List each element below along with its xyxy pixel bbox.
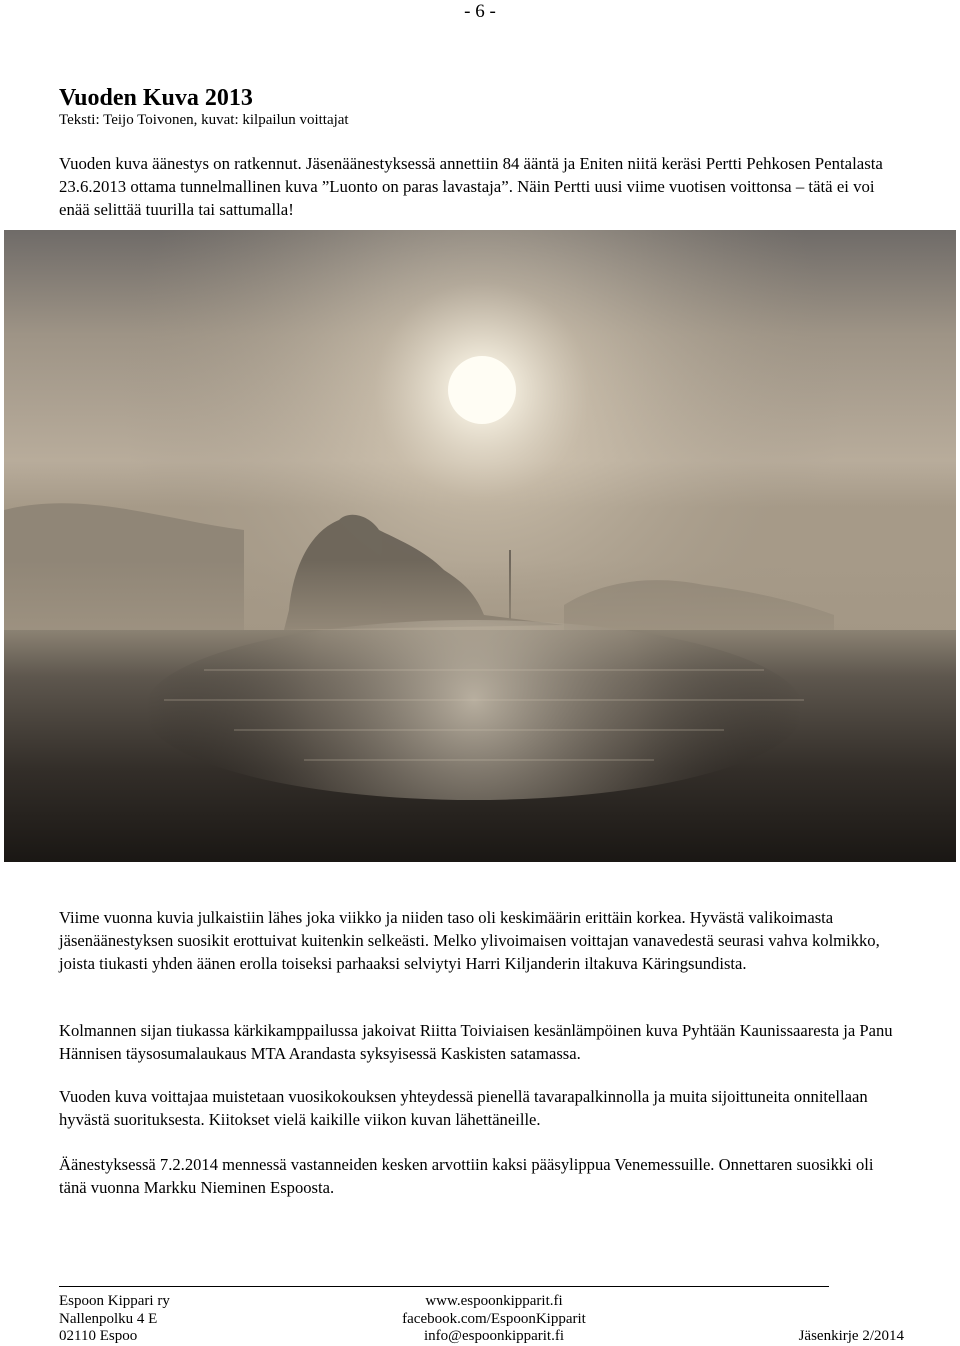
page-number: - 6 -	[464, 1, 496, 22]
body-paragraph: Vuoden kuva voittajaa muistetaan vuosikokouksen yhteydessä pienellä tavarapalkinnolla ja muita sijoittuneita onnitellaan hyvästä suorituksesta. Kiitokset vielä kaikille viikon kuvan lähettäneille.	[59, 1087, 868, 1129]
body-paragraph: Viime vuonna kuvia julkaistiin lähes joka viikko ja niiden taso oli keskimäärin erittäin korkea. Hyvästä valikoimasta jäsenäänestyksen suosikit erottuivat kuitenkin selkeästi. Melko ylivoimaisen voittajan vanavedestä seurasi vahva kolmikko, joista tiukasti yhden äänen erolla toiseksi parhaaksi selviytyi Harri Kiljanderin iltakuva Käringsundista.	[59, 908, 880, 973]
intro-paragraph: Vuoden kuva äänestys on ratkennut. Jäsenäänestyksessä annettiin 84 ääntä ja Eniten niitä keräsi Pertti Pehkosen Pentalasta 23.6.2013 ottama tunnelmallinen kuva ”Luonto on paras lavastaja”. Näin Pertti uusi viime vuotisen voittonsa – tätä ei voi enää selittää tuurilla tai sattumalla!	[59, 154, 883, 219]
photo-sun	[448, 356, 516, 424]
footer-org-name: Espoon Kippari ry	[59, 1293, 170, 1309]
footer-address	[59, 1293, 170, 1346]
footer-email-link[interactable]: info@espoonkipparit.fi	[423, 1328, 565, 1344]
article-byline: Teksti: Teijo Toivonen, kuvat: kilpailun voittajat	[59, 112, 349, 128]
footer-website-link[interactable]: www.espoonkipparit.fi	[425, 1293, 563, 1309]
footer-issue	[799, 1293, 904, 1346]
footer-facebook-link[interactable]: facebook.com/EspoonKipparit	[402, 1310, 586, 1327]
body-paragraph: Äänestyksessä 7.2.2014 mennessä vastanneiden kesken arvottiin kaksi pääsylippua Venemessuille. Onnettaren suosikki oli tänä vuonna Markku Nieminen Espoosta.	[59, 1155, 874, 1197]
footer-contact	[384, 1293, 604, 1346]
footer-street: Nallenpolku 4 E	[59, 1310, 158, 1327]
article-title: Vuoden Kuva 2013	[59, 85, 253, 111]
footer-issue-label: Jäsenkirje 2/2014	[798, 1328, 904, 1344]
winning-photo	[4, 230, 956, 862]
body-paragraph: Kolmannen sijan tiukassa kärkikamppailussa jakoivat Riitta Toiviaisen kesänlämpöinen kuva Pyhtään Kaunissaaresta ja Panu Hännisen täysosumalaukaus MTA Arandasta syksyisessä Kaskisten satamassa.	[59, 1021, 893, 1063]
footer-divider	[59, 1286, 829, 1287]
footer-postcode: 02110 Espoo	[59, 1328, 138, 1344]
